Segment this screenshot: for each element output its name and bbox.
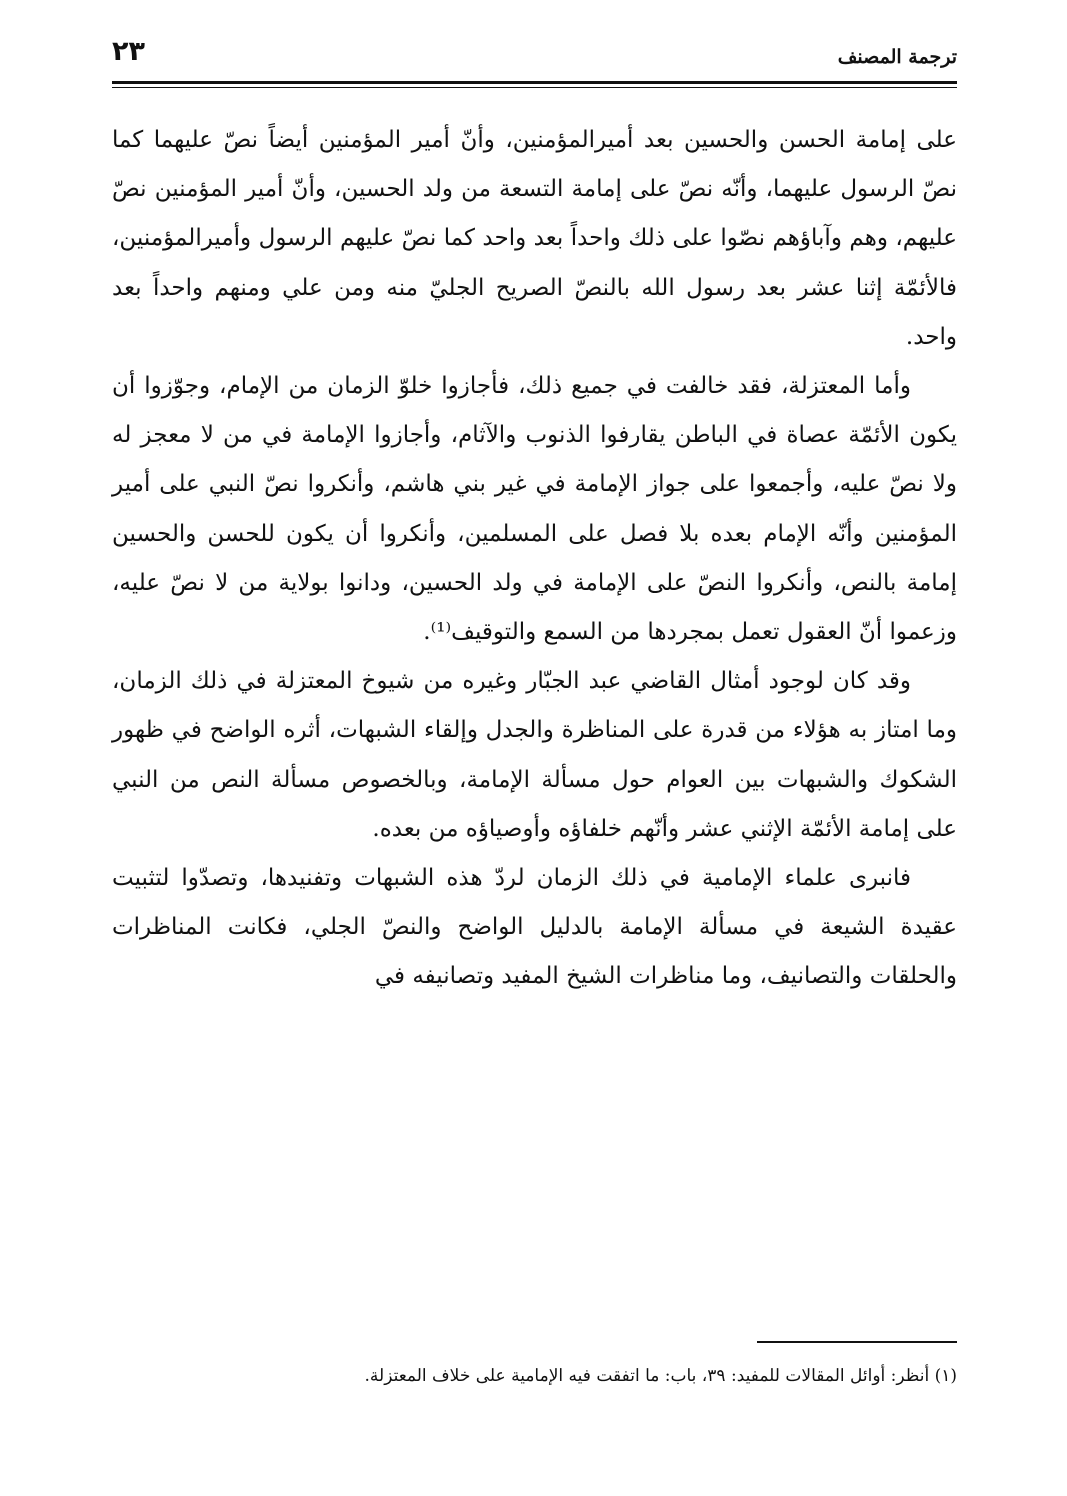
footnote-separator	[757, 1341, 957, 1343]
paragraph-3: وقد كان لوجود أمثال القاضي عبد الجبّار وغيره من شيوخ المعتزلة في ذلك الزمان، وما امتاز به هؤلاء من قدرة على المناظرة والجدل وإلقاء الشبهات، أثره الواضح في ظهور الشكوك والشبهات بين العوام حول مسألة الإمامة، وبالخصوص مسألة النص من النبي على إمامة الأئمّة الإثني عشر وأنّهم خلفاؤه وأوصياؤه من بعده.	[112, 668, 957, 842]
paragraph-4: فانبرى علماء الإمامية في ذلك الزمان لردّ هذه الشبهات وتفنيدها، وتصدّوا لتثبيت عقيدة الشيعة في مسألة الإمامة بالدليل الواضح والنصّ الجلي، فكانت المناظرات والحلقات والتصانيف، وما مناظرات الشيخ المفيد وتصانيفه في	[112, 865, 957, 990]
header-rule-thick	[112, 81, 957, 84]
footnote: (١) أنظر: أوائل المقالات للمفيد: ٣٩، باب: ما اتفقت فيه الإمامية على خلاف المعتزلة.	[364, 1366, 957, 1386]
page-number: ٢٣	[112, 36, 145, 67]
paragraph-2: وأما المعتزلة، فقد خالفت في جميع ذلك، فأجازوا خلوّ الزمان من الإمام، وجوّزوا أن يكون الأئمّة عصاة في الباطن يقارفوا الذنوب والآثام، وأجازوا الإمامة في من لا معجز له ولا نصّ عليه، وأجمعوا على جواز الإمامة في غير بني هاشم، وأنكروا نصّ النبي على أمير المؤمنين وأنّه الإمام بعده بلا فصل على المسلمين، وأنكروا أن يكون للحسن والحسين إمامة بالنص، وأنكروا النصّ على الإمامة في ولد الحسين، ودانوا بولاية من لا نصّ عليه، وزعموا أنّ العقول تعمل بمجردها من السمع والتوقيف⁽¹⁾.	[112, 373, 957, 646]
paragraph-1: على إمامة الحسن والحسين بعد أميرالمؤمنين، وأنّ أمير المؤمنين أيضاً نصّ عليهما كما نصّ الرسول عليهما، وأنّه نصّ على إمامة التسعة من ولد الحسين، وأنّ أمير المؤمنين نصّ عليهم، وهم وآباؤهم نصّوا على ذلك واحداً بعد واحد كما نصّ عليهم الرسول وأميرالمؤمنين، فالأئمّة إثنا عشر بعد رسول الله بالنصّ الصريح الجليّ منه ومن علي ومنهم واحداً بعد واحد.	[112, 127, 957, 350]
main-text	[112, 116, 957, 1002]
header-rule-thin	[112, 87, 957, 88]
running-header-title: ترجمة المصنف	[837, 46, 957, 68]
running-header	[112, 36, 957, 76]
